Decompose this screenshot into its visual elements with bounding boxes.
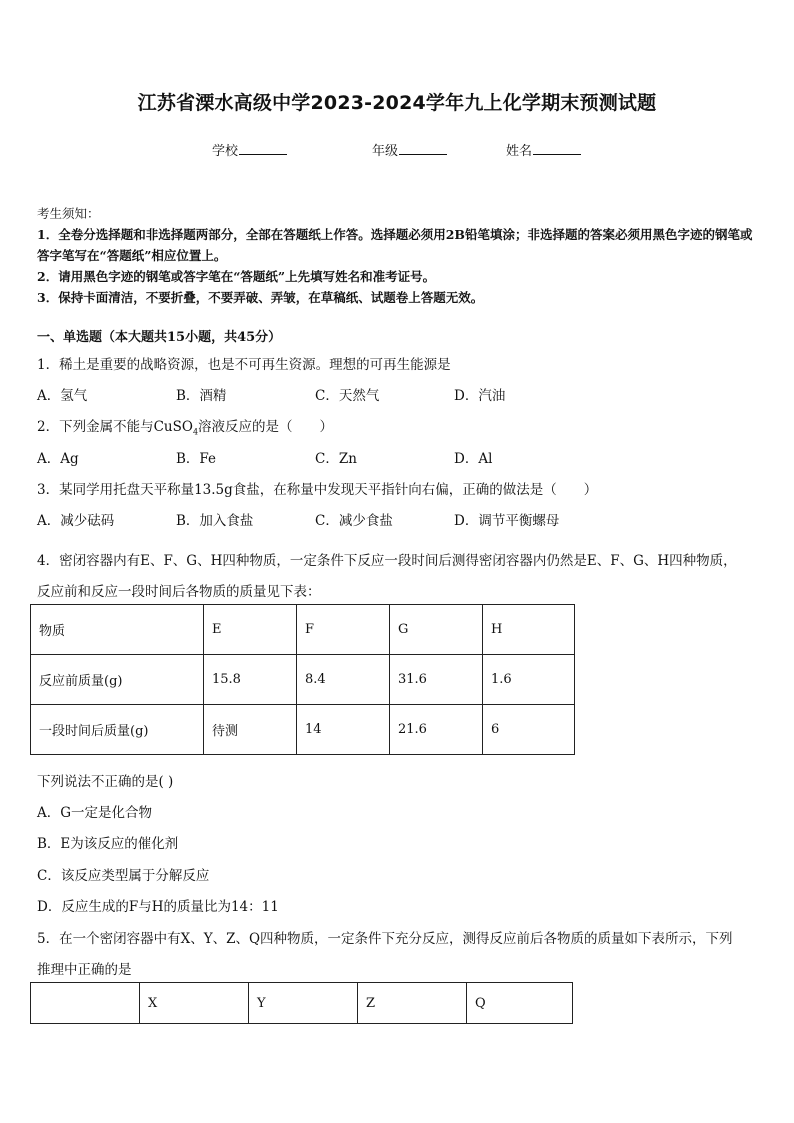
table-row — [31, 655, 575, 705]
q4-choice-c: C．该反应类型属于分解反应 — [37, 868, 210, 884]
table-cell: 6 — [483, 705, 575, 755]
question-4-stem-line-2: 反应前和反应一段时间后各物质的质量见下表： — [37, 584, 321, 600]
question-5-table — [30, 982, 573, 1024]
q3-option-b: B．加入食盐 — [176, 513, 254, 529]
question-3-stem: 3．某同学用托盘天平称量13.5g食盐，在称量中发现天平指针向右偏，正确的做法是（ ） — [37, 482, 598, 498]
q2-option-a: A．Ag — [37, 451, 79, 467]
table-cell: 14 — [297, 705, 390, 755]
table-cell: 1.6 — [483, 655, 575, 705]
question-1-stem: 1．稀土是重要的战略资源，也是不可再生资源。理想的可再生能源是 — [37, 357, 451, 373]
notes-item-2: 2．请用黑色字迹的钢笔或答字笔在“答题纸”上先填写姓名和准考证号。 — [37, 269, 436, 284]
table-cell: 物质 — [31, 605, 204, 655]
question-1-options — [37, 384, 737, 404]
q2-stem-subscript: 4 — [192, 427, 199, 437]
q2-option-c: C．Zn — [315, 451, 357, 467]
q3-option-d: D．调节平衡螺母 — [454, 513, 560, 529]
q1-option-b: B．酒精 — [176, 388, 227, 404]
q2-option-b: B．Fe — [176, 451, 217, 467]
q4-choice-d: D．反应生成的F与H的质量比为14：11 — [37, 899, 279, 915]
table-cell: X — [140, 983, 249, 1024]
grade-label: 年级 — [372, 144, 399, 159]
q2-option-d: D．Al — [454, 451, 493, 467]
table-cell: 待测 — [204, 705, 297, 755]
table-header-row — [31, 605, 575, 655]
table-cell — [31, 983, 140, 1024]
name-blank — [533, 142, 581, 155]
table-cell: 一段时间后质量(g) — [31, 705, 204, 755]
school-blank — [239, 142, 287, 155]
table-cell: 21.6 — [390, 705, 483, 755]
question-3-options — [37, 509, 737, 529]
table-row — [31, 705, 575, 755]
q1-option-a: A．氢气 — [37, 388, 88, 404]
q4-choice-b: B．E为该反应的催化剂 — [37, 836, 179, 852]
name-field — [506, 140, 581, 159]
table-cell: 反应前质量(g) — [31, 655, 204, 705]
question-2-options — [37, 447, 737, 467]
table-cell: 31.6 — [390, 655, 483, 705]
table-cell: E — [204, 605, 297, 655]
notes-heading: 考生须知： — [37, 206, 100, 221]
question-5-stem-line-1: 5．在一个密闭容器中有X、Y、Z、Q四种物质，一定条件下充分反应，测得反应前后各物质的质量如下表所示，下列 — [37, 931, 733, 947]
exam-title: 江苏省溧水高级中学2023-2024学年九上化学期末预测试题 — [137, 92, 657, 114]
question-4-prompt: 下列说法不正确的是( ) — [37, 774, 174, 790]
section-title: 一、单选题（本大题共15小题，共45分） — [37, 330, 282, 345]
name-label: 姓名 — [506, 144, 533, 159]
notes-item-3: 3．保持卡面清洁，不要折叠，不要弄破、弄皱，在草稿纸、试题卷上答题无效。 — [37, 290, 484, 305]
table-cell: Z — [358, 983, 467, 1024]
grade-blank — [399, 142, 447, 155]
table-cell: 8.4 — [297, 655, 390, 705]
question-4-stem-line-1: 4．密闭容器内有E、F、G、H四种物质，一定条件下反应一段时间后测得密闭容器内仍然是E、F、G、H四种物质， — [37, 553, 737, 569]
table-cell: Y — [249, 983, 358, 1024]
q3-option-a: A．减少砝码 — [37, 513, 115, 529]
table-cell: G — [390, 605, 483, 655]
question-5-stem-line-2: 推理中正确的是 — [37, 962, 132, 978]
q2-stem-part-b: 溶液反应的是（ ） — [198, 419, 334, 435]
q4-choice-a: A．G一定是化合物 — [37, 805, 153, 821]
table-cell: Q — [467, 983, 573, 1024]
q1-option-d: D．汽油 — [454, 388, 506, 404]
table-header-row — [31, 983, 573, 1024]
q1-option-c: C．天然气 — [315, 388, 380, 404]
grade-field — [372, 140, 447, 159]
school-field — [212, 140, 287, 159]
exam-notes — [37, 203, 759, 308]
question-2-stem — [37, 415, 333, 437]
q3-option-c: C．减少食盐 — [315, 513, 393, 529]
question-4-table — [30, 604, 575, 755]
table-cell: 15.8 — [204, 655, 297, 705]
table-cell: H — [483, 605, 575, 655]
notes-item-1: 1．全卷分选择题和非选择题两部分，全部在答题纸上作答。选择题必须用2B铅笔填涂；非选择题的答案必须用黑色字迹的钢笔或答字笔写在“答题纸”相应位置上。 — [37, 227, 753, 263]
table-cell: F — [297, 605, 390, 655]
q2-stem-part-a: 2．下列金属不能与CuSO — [37, 419, 193, 435]
school-label: 学校 — [212, 144, 239, 159]
